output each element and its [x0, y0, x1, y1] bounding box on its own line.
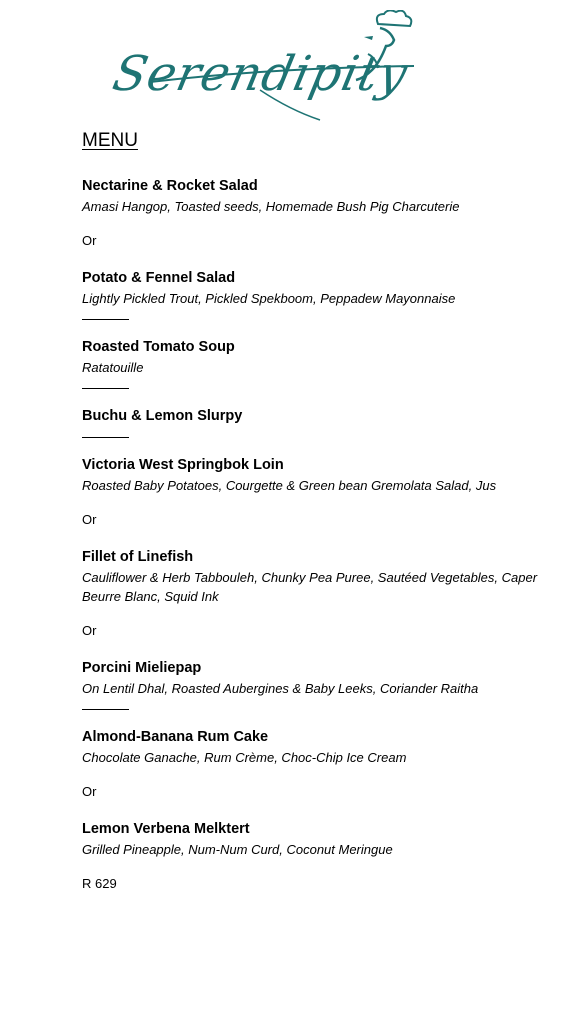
dish-name: Nectarine & Rocket Salad [82, 178, 258, 194]
dish-name: Almond-Banana Rum Cake [82, 729, 269, 745]
brand-wordmark: Serendipity [108, 46, 414, 102]
course-divider [82, 437, 129, 438]
dish-description: Grilled Pineapple, Num-Num Curd, Coconut Meringue [82, 842, 393, 857]
course-divider [82, 709, 129, 710]
dish-name: Fillet of Linefish [82, 549, 194, 565]
dish-description: On Lentil Dhal, Roasted Aubergines & Baby Leeks, Coriander Raitha [82, 681, 479, 696]
dish-name: Victoria West Springbok Loin [82, 457, 284, 473]
menu-body [82, 176, 552, 893]
dish-description: Chocolate Ganache, Rum Crème, Choc-Chip Ice Cream [82, 750, 407, 765]
dish-name: Porcini Mieliepap [82, 660, 202, 676]
or-label: Or [82, 784, 97, 799]
course-divider [82, 319, 129, 320]
dish-description: Lightly Pickled Trout, Pickled Spekboom, Peppadew Mayonnaise [82, 291, 456, 306]
menu-heading: MENU [82, 130, 138, 151]
dish-name: Lemon Verbena Melktert [82, 821, 250, 837]
dish-description: Ratatouille [82, 360, 144, 375]
dish-name: Buchu & Lemon Slurpy [82, 408, 243, 424]
or-label: Or [82, 512, 97, 527]
or-label: Or [82, 623, 97, 638]
dish-description: Amasi Hangop, Toasted seeds, Homemade Bush Pig Charcuterie [82, 199, 460, 214]
course-divider [82, 388, 129, 389]
dish-name: Roasted Tomato Soup [82, 339, 235, 355]
serendipity-logo [110, 10, 420, 126]
or-label: Or [82, 233, 97, 248]
dish-description: Cauliflower & Herb Tabbouleh, Chunky Pea Puree, Sautéed Vegetables, Caper Beurre Blanc, Squid Ink [82, 570, 538, 604]
dish-name: Potato & Fennel Salad [82, 270, 236, 286]
dish-description: Roasted Baby Potatoes, Courgette & Green bean Gremolata Salad, Jus [82, 478, 497, 493]
menu-price: R 629 [82, 876, 117, 891]
